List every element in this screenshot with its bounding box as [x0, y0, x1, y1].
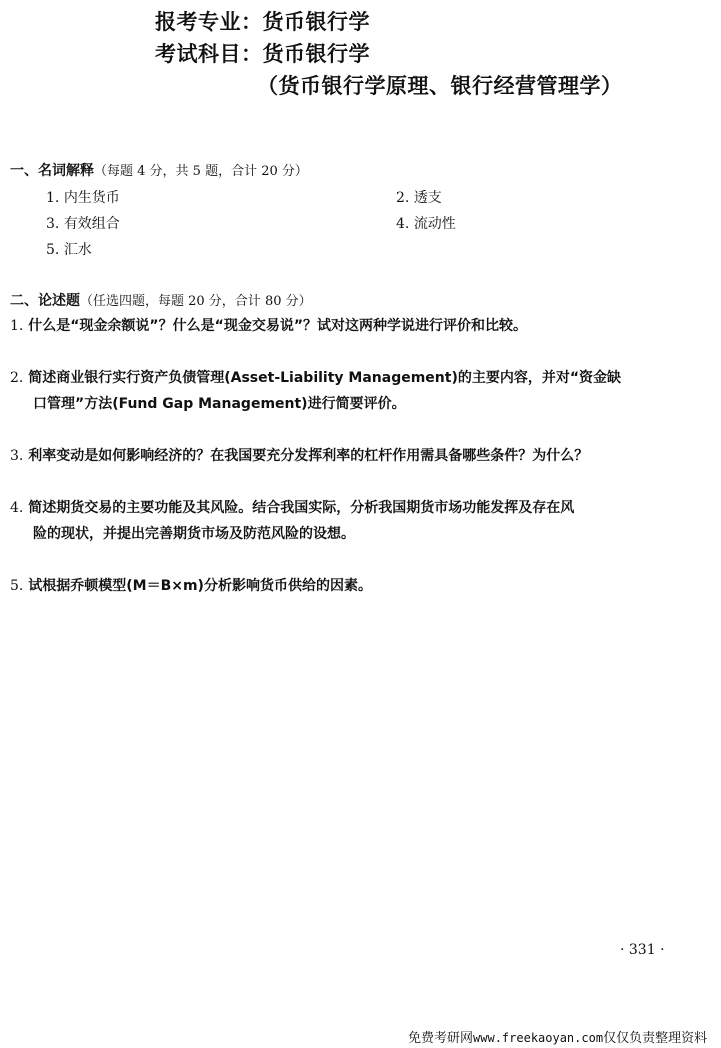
term-text: 内生货币 [63, 190, 120, 206]
section-2-note: （任选四题，每题 20 分，合计 80 分） [80, 294, 312, 309]
section-1-heading [10, 160, 308, 180]
question-text-continued: 口管理”方法(Fund Gap Management)进行简要评价。 [33, 396, 406, 412]
footer-suffix: 仅仅负责整理资料 [603, 1031, 708, 1046]
term-number: 3. [46, 216, 60, 232]
footer-watermark [408, 1027, 707, 1046]
essay-question [10, 573, 710, 599]
question-number: 3. [10, 448, 24, 464]
essay-question [10, 495, 710, 547]
essay-question [10, 313, 710, 339]
footer-prefix: 免费考研网 [408, 1031, 474, 1046]
essay-question [10, 443, 710, 469]
question-number: 1. [10, 318, 24, 334]
term-number: 5. [46, 242, 60, 258]
term-item [396, 187, 442, 207]
term-number: 2. [396, 190, 410, 206]
term-item [396, 213, 456, 233]
exam-subject-detail: （货币银行学原理、银行经营管理学） [257, 74, 623, 98]
term-text: 有效组合 [63, 216, 120, 232]
footer-url: www.freekaoyan.com [473, 1031, 604, 1045]
question-number: 4. [10, 500, 24, 516]
term-item [46, 239, 92, 259]
section-1-note: （每题 4 分，共 5 题，合计 20 分） [94, 164, 308, 179]
question-text: 什么是“现金余额说”？什么是“现金交易说”？试对这两种学说进行评价和比较。 [28, 318, 528, 334]
essay-question [10, 365, 710, 417]
term-text: 流动性 [413, 216, 456, 232]
question-text: 试根据乔顿模型(M＝B×m)分析影响货币供给的因素。 [28, 578, 372, 594]
question-number: 2. [10, 370, 24, 386]
question-text-continued: 险的现状，并提出完善期货市场及防范风险的设想。 [33, 526, 355, 542]
question-text: 简述期货交易的主要功能及其风险。结合我国实际，分析我国期货市场功能发挥及存在风 [28, 500, 575, 516]
page-number: · 331 · [620, 942, 665, 958]
section-1-title: 一、名词解释 [10, 163, 94, 179]
question-number: 5. [10, 578, 24, 594]
term-text: 透支 [413, 190, 442, 206]
term-number: 1. [46, 190, 60, 206]
section-2-heading [10, 290, 312, 310]
exam-major-heading: 报考专业：货币银行学 [155, 10, 370, 34]
exam-subject-heading: 考试科目：货币银行学 [155, 42, 370, 66]
term-text: 汇水 [63, 242, 92, 258]
term-number: 4. [396, 216, 410, 232]
section-2-title: 二、论述题 [10, 293, 80, 309]
question-text: 简述商业银行实行资产负债管理(Asset-Liability Management)的主要内容，并对“资金缺 [28, 370, 622, 386]
term-item [46, 213, 120, 233]
question-text: 利率变动是如何影响经济的？在我国要充分发挥利率的杠杆作用需具备哪些条件？为什么？ [28, 448, 589, 464]
term-item [46, 187, 120, 207]
